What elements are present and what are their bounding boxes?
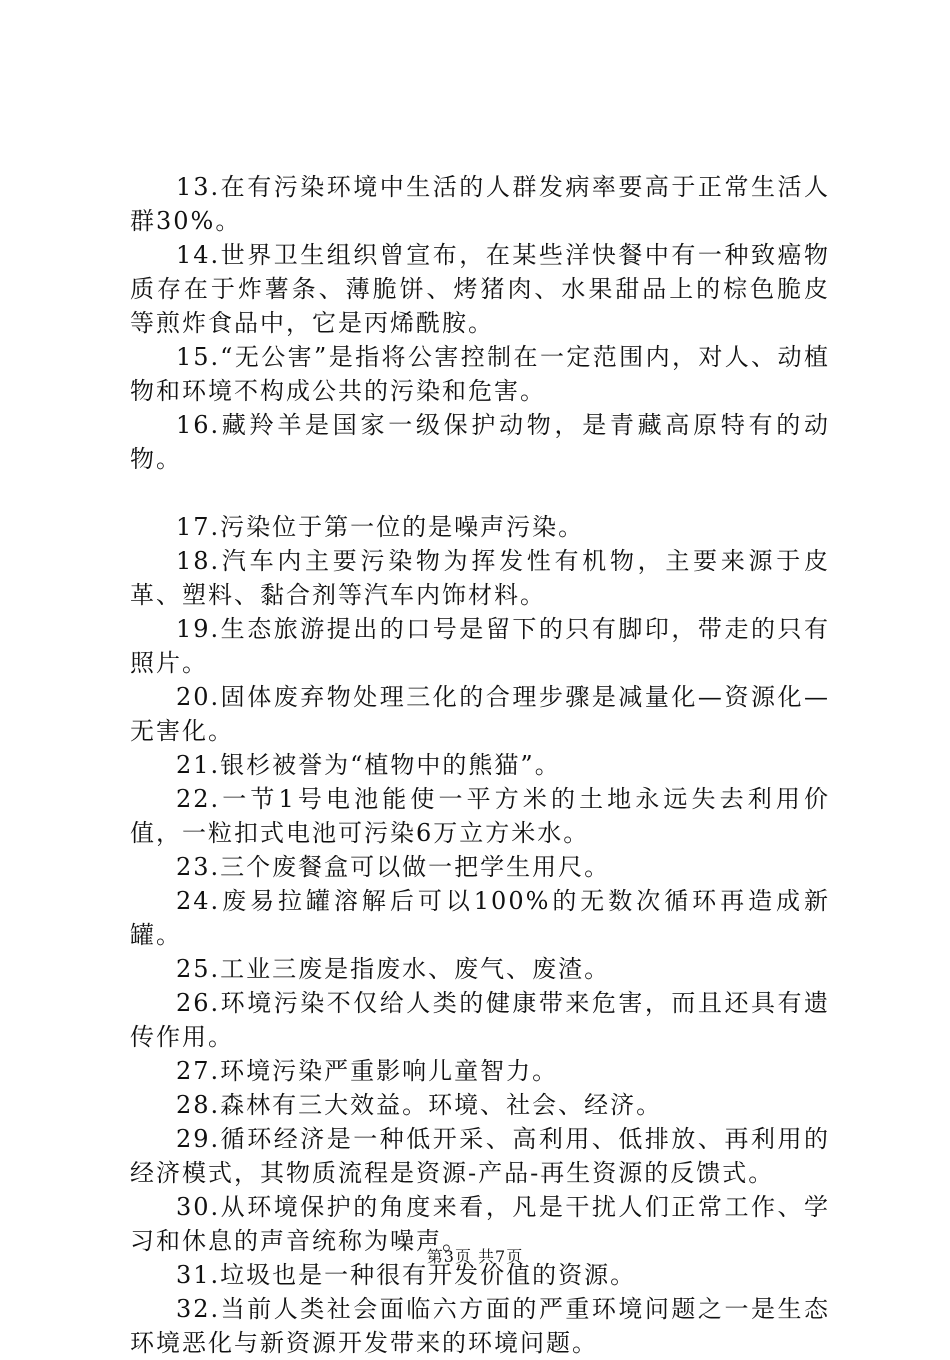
document-body bbox=[130, 170, 830, 1360]
list-item: 21.银杉被誉为“植物中的熊猫”。 bbox=[176, 751, 561, 779]
list-item: 28.森林有三大效益。环境、社会、经济。 bbox=[176, 1091, 663, 1119]
list-item: 31.垃圾也是一种很有开发价值的资源。 bbox=[176, 1261, 637, 1289]
list-item: 18.汽车内主要污染物为挥发性有机物，主要来源于皮革、塑料、黏合剂等汽车内饰材料。 bbox=[130, 547, 830, 609]
list-item: 15.“无公害”是指将公害控制在一定范围内，对人、动植物和环境不构成公共的污染和危害。 bbox=[130, 343, 830, 405]
list-item: 14.世界卫生组织曾宣布，在某些洋快餐中有一种致癌物质存在于炸薯条、薄脆饼、烤猪肉、水果甜品上的棕色脆皮等煎炸食品中，它是丙烯酰胺。 bbox=[130, 241, 830, 337]
list-item: 27.环境污染严重影响儿童智力。 bbox=[176, 1057, 559, 1085]
list-item: 16.藏羚羊是国家一级保护动物，是青藏高原特有的动物。 bbox=[130, 411, 830, 473]
list-item: 20.固体废弃物处理三化的合理步骤是减量化—资源化—无害化。 bbox=[130, 683, 830, 745]
list-item: 13.在有污染环境中生活的人群发病率要高于正常生活人群30%。 bbox=[130, 173, 830, 235]
list-item: 29.循环经济是一种低开采、高利用、低排放、再利用的经济模式，其物质流程是资源-产品-再生资源的反馈式。 bbox=[130, 1125, 830, 1187]
list-item: 32.当前人类社会面临六方面的严重环境问题之一是生态环境恶化与新资源开发带来的环境问题。 bbox=[130, 1295, 830, 1357]
list-item: 19.生态旅游提出的口号是留下的只有脚印，带走的只有照片。 bbox=[130, 615, 830, 677]
list-item: 22.一节1号电池能使一平方米的土地永远失去利用价值，一粒扣式电池可污染6万立方米水。 bbox=[130, 785, 830, 847]
page-number-footer: 第3页 共7页 bbox=[426, 1247, 524, 1266]
list-item: 25.工业三废是指废水、废气、废渣。 bbox=[176, 955, 611, 983]
list-item: 23.三个废餐盒可以做一把学生用尺。 bbox=[176, 853, 611, 881]
list-item: 17.污染位于第一位的是噪声污染。 bbox=[176, 513, 585, 541]
list-item: 30.从环境保护的角度来看，凡是干扰人们正常工作、学习和休息的声音统称为噪声。 bbox=[130, 1193, 830, 1255]
list-item: 26.环境污染不仅给人类的健康带来危害，而且还具有遗传作用。 bbox=[130, 989, 830, 1051]
list-item: 24.废易拉罐溶解后可以100%的无数次循环再造成新罐。 bbox=[130, 887, 830, 949]
